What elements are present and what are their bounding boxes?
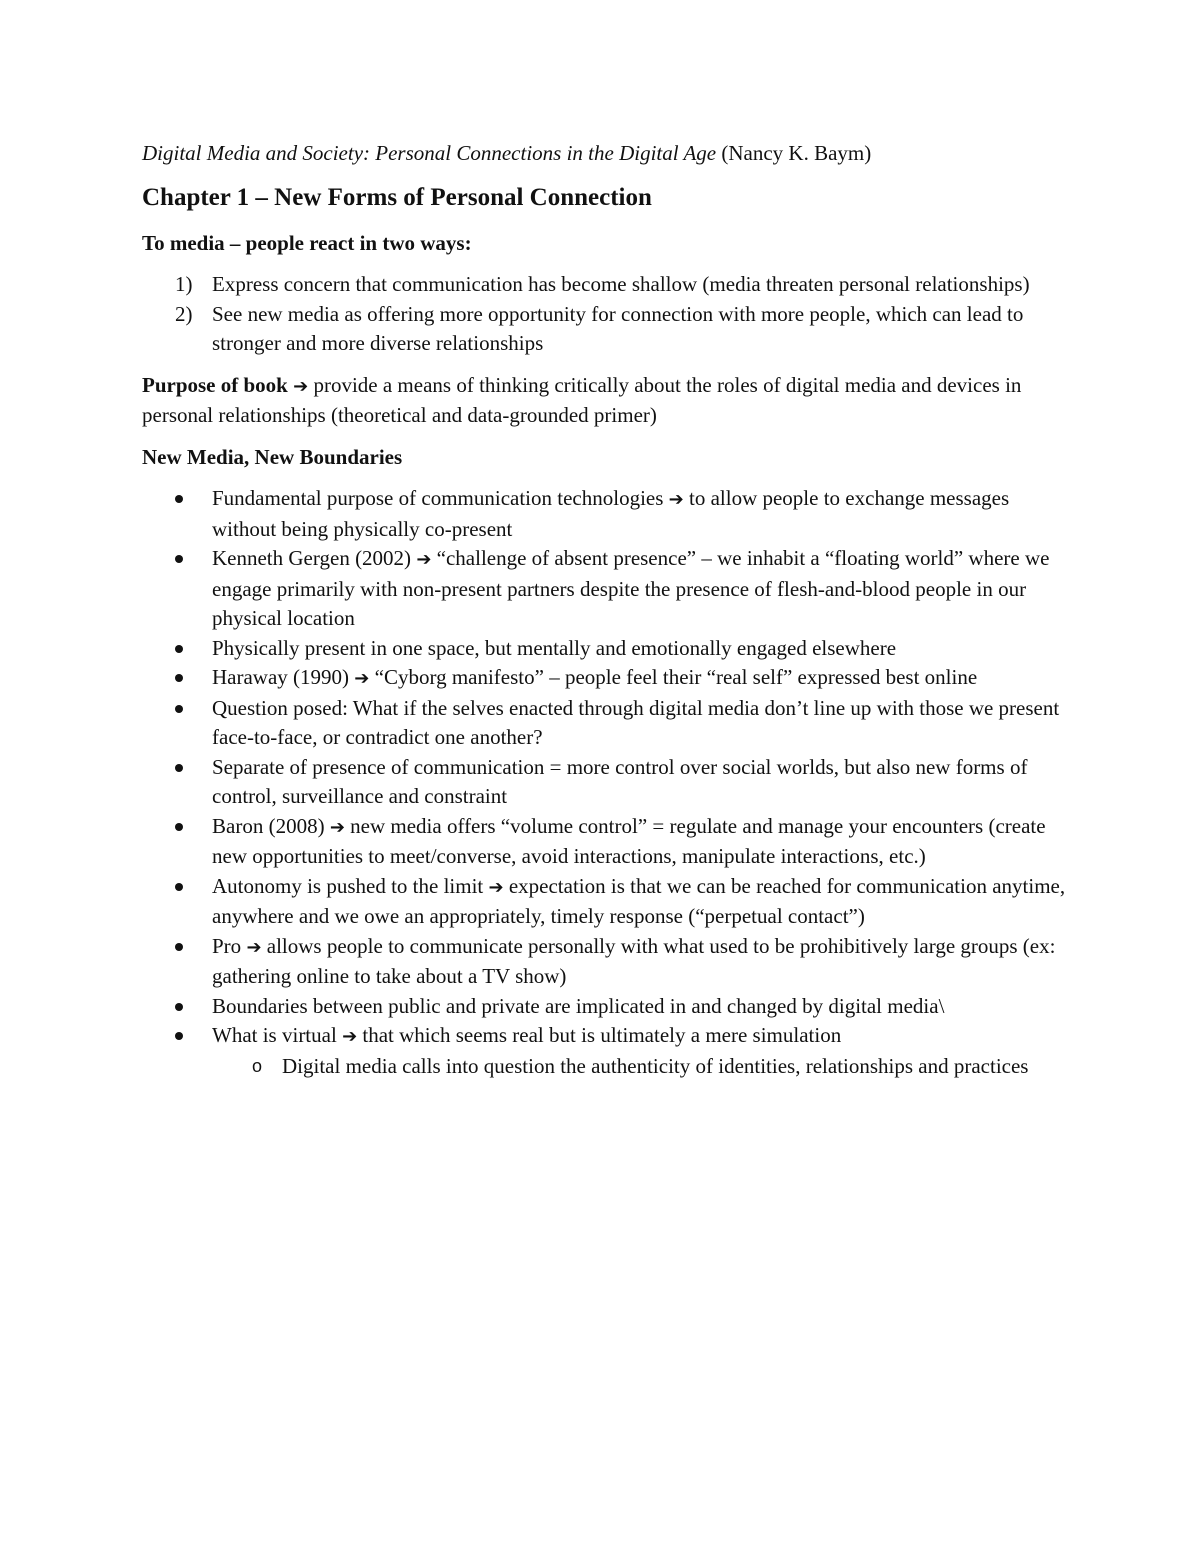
arrow-icon: ➔: [246, 936, 262, 958]
arrow-icon: ➔: [329, 816, 345, 838]
purpose-text: provide a means of thinking critically about the roles of digital media and devices in personal relationships (theoretical and data-grounded primer): [142, 372, 1022, 427]
sub-bullet-list: [212, 1052, 1072, 1082]
bullet-text: Question posed: What if the selves enacted through digital media don’t line up with those we present face-to-face, or contradict one another?: [212, 695, 1060, 749]
section-heading: New Media, New Boundaries: [142, 444, 403, 469]
bullet-item: [142, 753, 1072, 812]
book-author: (Nancy K. Baym): [716, 141, 872, 165]
chapter-heading: Chapter 1 – New Forms of Personal Connection: [142, 183, 652, 211]
bullet-icon: [175, 1032, 183, 1040]
purpose-label: Purpose of book: [142, 372, 288, 397]
bullet-item: [142, 992, 1072, 1022]
bullet-text-continued: “Cyborg manifesto” – people feel their “real self” expressed best online: [369, 665, 978, 689]
bullet-item: [142, 932, 1072, 992]
reaction-number: 1): [175, 272, 193, 296]
bullet-icon: [175, 674, 183, 682]
bullet-text: What is virtual: [212, 1023, 343, 1047]
bullet-item: [142, 694, 1072, 753]
reaction-heading: To media – people react in two ways:: [142, 230, 472, 255]
arrow-icon: ➔: [416, 549, 432, 570]
bullet-text-continued: to allow people to exchange messages without being physically co-present: [212, 486, 1010, 541]
bullet-icon: [175, 495, 183, 503]
bullet-item: [142, 484, 1072, 544]
reaction-text: Express concern that communication has become shallow (media threaten personal relationships): [212, 272, 1030, 296]
bullet-icon: [175, 883, 183, 891]
purpose-paragraph: [142, 371, 1072, 431]
bullet-icon: [175, 645, 183, 653]
document-title: [142, 139, 1072, 169]
bullet-item: [142, 634, 1072, 664]
arrow-icon: ➔: [354, 668, 370, 689]
bullet-icon: [175, 823, 183, 831]
bullet-item: [142, 1021, 1072, 1081]
bullet-item: [142, 544, 1072, 634]
bullet-text-continued: new media offers “volume control” = regulate and manage your encounters (create new opportunities to meet/converse, avoid interactions, manipulate interactions, etc.): [212, 813, 1046, 868]
bullet-text: Haraway (1990): [212, 665, 355, 689]
book-title: Digital Media and Society: Personal Connections in the Digital Age: [142, 141, 717, 165]
reaction-list: [142, 270, 1072, 359]
bullet-text: Physically present in one space, but mentally and emotionally engaged elsewhere: [212, 635, 897, 660]
arrow-icon: ➔: [293, 375, 309, 397]
bullet-icon: [175, 1003, 183, 1011]
bullet-text: Boundaries between public and private are implicated in and changed by digital media\: [212, 993, 945, 1018]
reaction-item: [142, 300, 1072, 359]
bullet-text-continued: that which seems real but is ultimately a mere simulation: [357, 1023, 842, 1047]
document-page: [142, 139, 1072, 1081]
bullet-text-continued: expectation is that we can be reached for communication anytime, anywhere and we owe an appropriately, timely response (“perpetual contact”): [212, 873, 1066, 928]
bullet-text-continued: allows people to communicate personally with what used to be prohibitively large groups (ex: gathering online to take about a TV show): [212, 933, 1056, 988]
bullet-icon: [175, 764, 183, 772]
bullet-icon: [175, 705, 183, 713]
bullet-text: Autonomy is pushed to the limit: [212, 873, 489, 898]
arrow-icon: ➔: [488, 876, 504, 898]
bullet-item: [142, 812, 1072, 872]
bullet-text: Pro: [212, 933, 247, 958]
bullet-text: Baron (2008): [212, 813, 330, 838]
sub-bullet-marker: o: [252, 1055, 263, 1076]
arrow-icon: ➔: [668, 489, 684, 510]
bullet-text: Kenneth Gergen (2002): [212, 546, 417, 570]
sub-bullet-text: Digital media calls into question the authenticity of identities, relationships and practices: [282, 1053, 1029, 1078]
bullet-item: [142, 663, 1072, 694]
reaction-number: 2): [175, 301, 193, 326]
bullet-text-continued: “challenge of absent presence” – we inhabit a “floating world” where we engage primarily with non-present partners despite the presence of flesh-and-blood people in our physical location: [212, 546, 1050, 630]
bullet-item: [142, 872, 1072, 932]
sub-bullet-item: [142, 1052, 1072, 1082]
bullet-list: [142, 484, 1072, 1081]
reaction-item: [142, 270, 1072, 300]
arrow-icon: ➔: [342, 1026, 358, 1047]
reaction-text: See new media as offering more opportunity for connection with more people, which can lead to stronger and more diverse relationships: [212, 301, 1024, 355]
bullet-text: Fundamental purpose of communication technologies: [212, 486, 669, 510]
bullet-text: Separate of presence of communication = more control over social worlds, but also new forms of control, surveillance and constraint: [212, 754, 1028, 808]
bullet-icon: [175, 555, 183, 563]
bullet-icon: [175, 943, 183, 951]
